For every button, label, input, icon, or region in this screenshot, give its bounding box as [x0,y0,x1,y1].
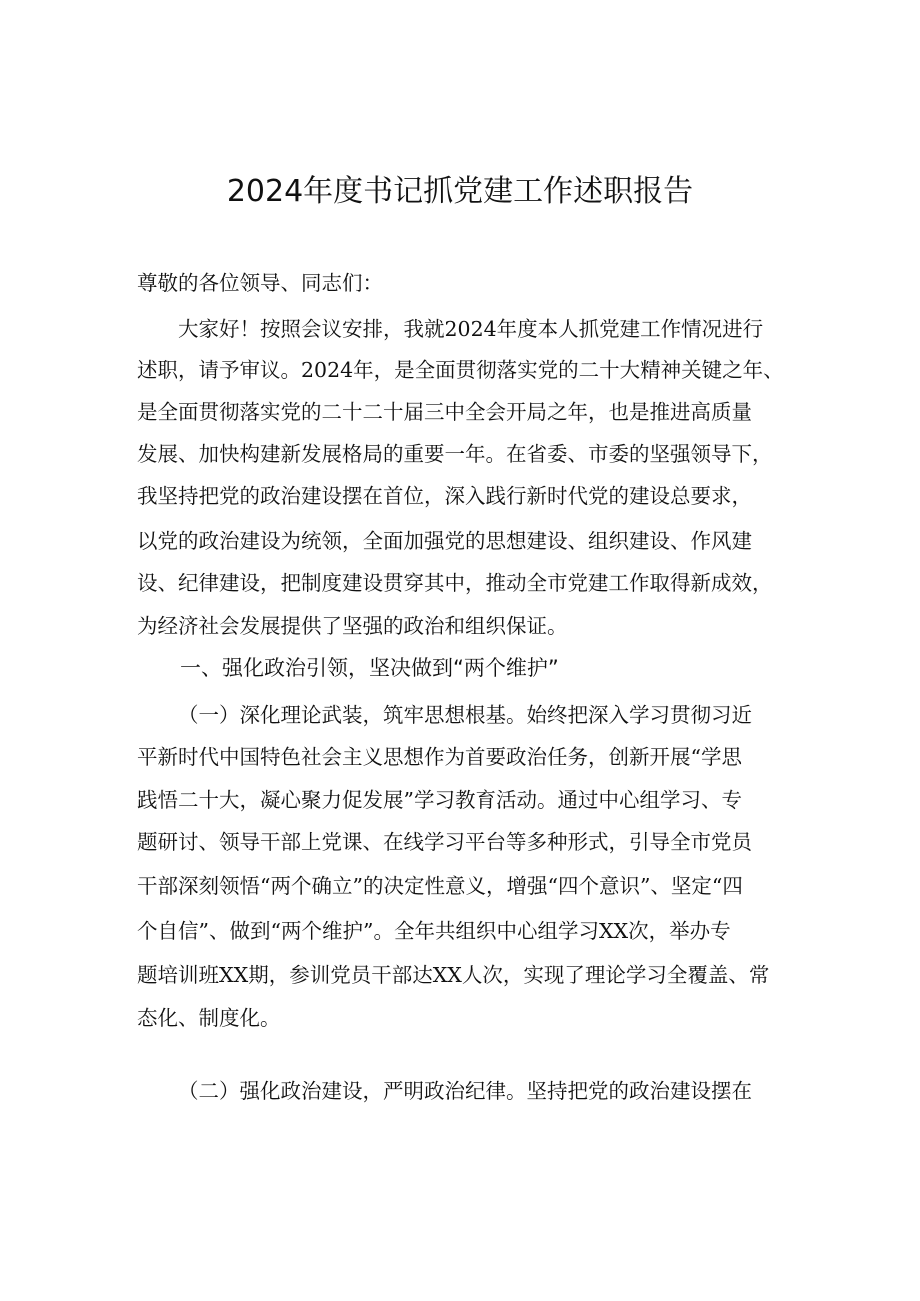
intro-line-8: 为经济社会发展提供了坚强的政治和组织保证。 [137,614,568,638]
intro-line-4: 发展、加快构建新发展格局的重要一年。在省委、市委的坚强领导下， [137,442,773,466]
salutation: 尊敬的各位领导、同志们： [137,271,383,295]
sub1-line-1: （一）深化理论武装，筑牢思想根基。始终把深入学习贯彻习近 [178,703,752,727]
intro-line-6: 以党的政治建设为统领，全面加强党的思想建设、组织建设、作风建 [137,529,752,553]
intro-line-3: 是全面贯彻落实党的二十二十届三中全会开局之年，也是推进高质量 [137,400,752,424]
sub1-line-5: 干部深刻领悟“两个确立”的决定性意义，增强“四个意识”、坚定“四 [137,874,743,898]
document-title: 2024年度书记抓党建工作述职报告 [226,174,694,209]
section-1-heading: 一、强化政治引领，坚决做到“两个维护” [180,656,559,680]
intro-line-2: 述职，请予审议。2024年，是全面贯彻落实党的二十大精神关键之年、 [137,358,784,382]
sub1-line-7: 题培训班XX期，参训党员干部达XX人次，实现了理论学习全覆盖、常 [137,963,770,987]
sub1-line-2: 平新时代中国特色社会主义思想作为首要政治任务，创新开展“学思 [137,745,742,769]
sub1-line-4: 题研讨、领导干部上党课、在线学习平台等多种形式，引导全市党员 [137,830,752,854]
sub1-line-6: 个自信”、做到“两个维护”。全年共组织中心组学习XX次，举办专 [137,919,731,943]
sub2-line-1: （二）强化政治建设，严明政治纪律。坚持把党的政治建设摆在 [178,1079,752,1103]
sub1-line-3: 践悟二十大，凝心聚力促发展”学习教育活动。通过中心组学习、专 [137,788,742,812]
intro-line-7: 设、纪律建设，把制度建设贯穿其中，推动全市党建工作取得新成效， [137,571,773,595]
intro-line-5: 我坚持把党的政治建设摆在首位，深入践行新时代党的建设总要求， [137,484,752,508]
sub1-line-8: 态化、制度化。 [137,1006,281,1030]
intro-line-1: 大家好！按照会议安排，我就2024年度本人抓党建工作情况进行 [178,317,764,341]
